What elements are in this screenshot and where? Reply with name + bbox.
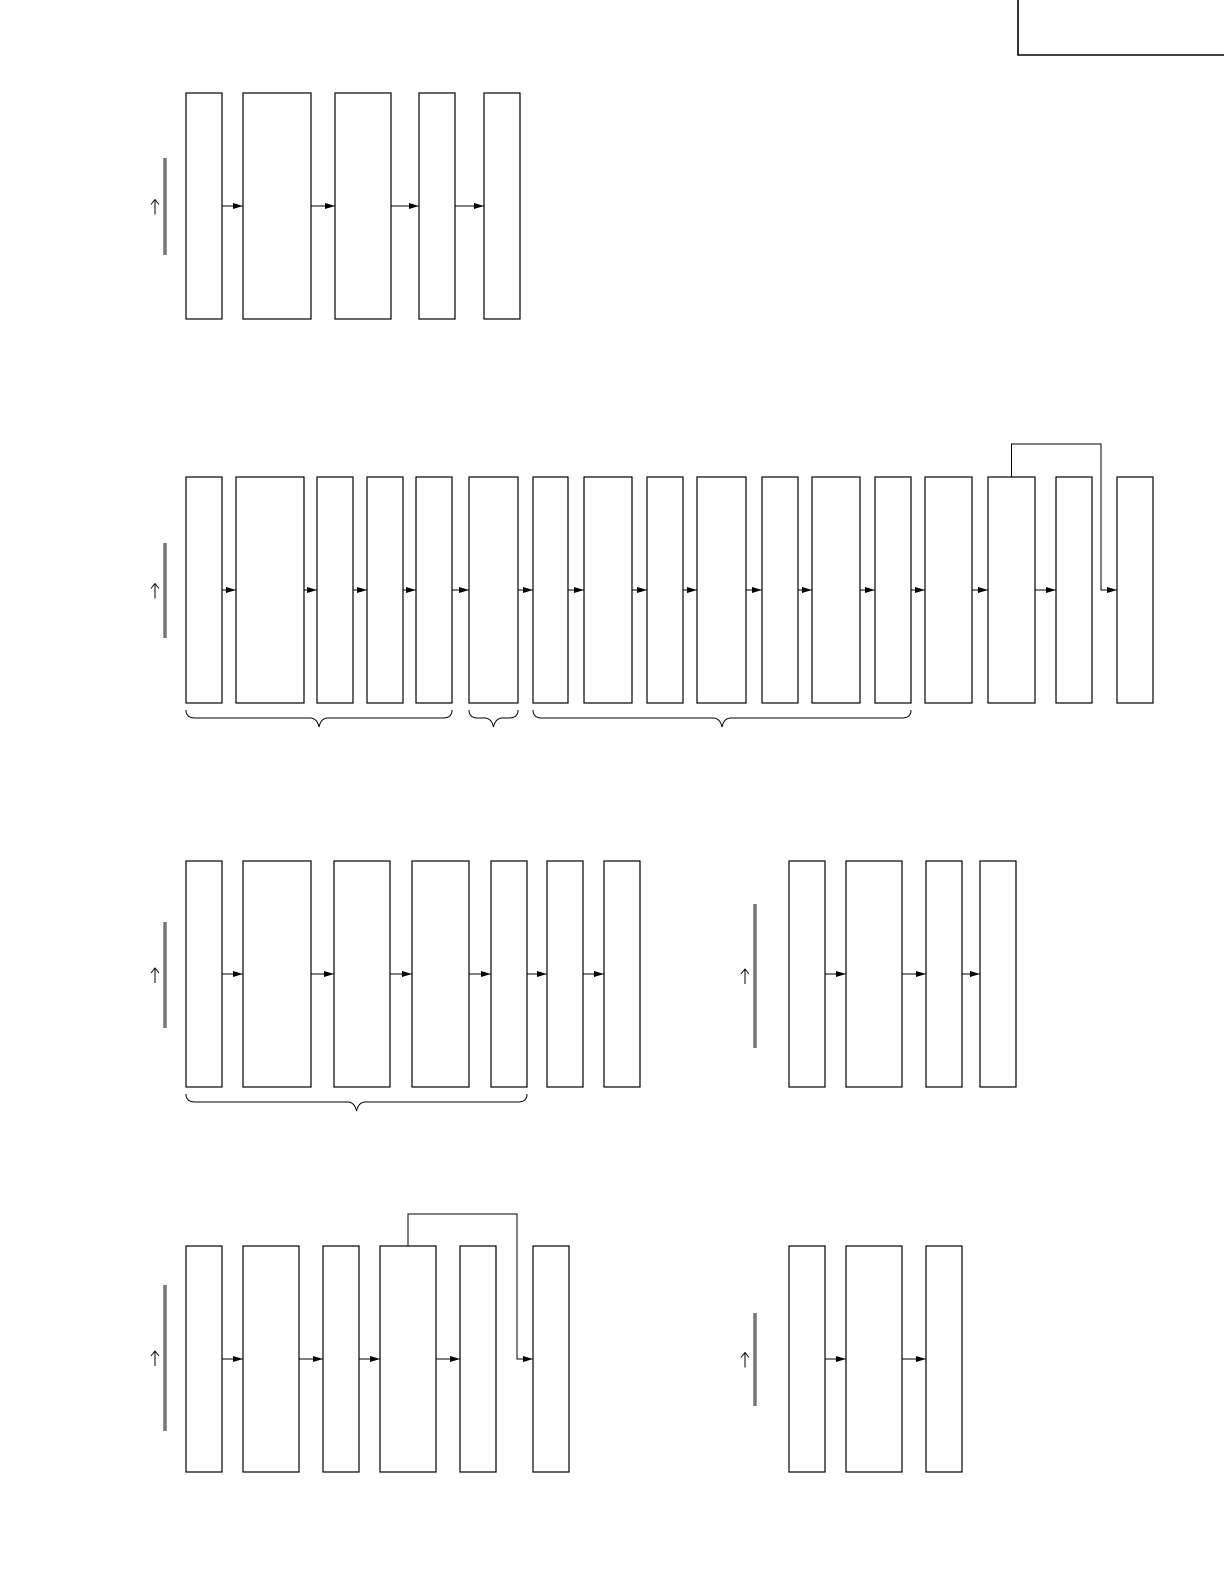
flow-box — [1117, 477, 1153, 703]
flow-box-rect — [317, 477, 353, 703]
flow-box-rect — [812, 477, 860, 703]
flow-box — [533, 477, 568, 703]
flow-box-rect — [469, 477, 518, 703]
flow-box — [584, 477, 632, 703]
flowchart-1 — [151, 93, 520, 319]
flow-box-rect — [1056, 477, 1092, 703]
flowchart-5 — [151, 1214, 569, 1472]
flow-box — [416, 477, 452, 703]
flow-box-rect — [926, 861, 962, 1087]
flow-box-rect — [846, 861, 902, 1087]
flow-box — [846, 861, 902, 1087]
flow-box — [335, 93, 391, 319]
group-brace — [469, 710, 518, 727]
flow-box — [323, 1246, 359, 1472]
flow-box — [186, 861, 222, 1087]
flow-box-rect — [925, 477, 972, 703]
flow-box-rect — [1117, 477, 1153, 703]
flow-box-rect — [335, 93, 391, 319]
flow-box-rect — [604, 861, 640, 1087]
flow-box-rect — [846, 1246, 902, 1472]
flow-box — [925, 477, 972, 703]
flow-box-rect — [243, 1246, 299, 1472]
up-arrow-icon — [151, 584, 159, 599]
flowchart-2 — [151, 444, 1153, 727]
flow-box — [926, 1246, 962, 1472]
flow-box-rect — [416, 477, 452, 703]
flow-box-rect — [988, 477, 1035, 703]
flow-box-rect — [789, 861, 825, 1087]
flow-box-rect — [380, 1246, 436, 1472]
group-brace — [533, 710, 911, 727]
flow-box — [243, 1246, 299, 1472]
flow-box — [697, 477, 746, 703]
flowchart-6 — [741, 1246, 962, 1472]
flowchart-3 — [151, 861, 640, 1111]
flow-box — [491, 861, 527, 1087]
flow-box — [926, 861, 962, 1087]
flow-box — [419, 93, 455, 319]
flow-box — [243, 93, 311, 319]
flow-box-rect — [647, 477, 683, 703]
flow-box — [380, 1246, 436, 1472]
flow-box-rect — [789, 1246, 825, 1472]
flow-box — [846, 1246, 902, 1472]
flow-box-rect — [334, 861, 390, 1087]
flow-box — [1056, 477, 1092, 703]
corner-frame — [1018, 0, 1224, 55]
flow-box — [186, 1246, 222, 1472]
up-arrow-icon — [151, 1351, 159, 1366]
flow-box-rect — [491, 861, 527, 1087]
flow-box-rect — [186, 477, 222, 703]
flow-box — [988, 477, 1035, 703]
flow-box — [317, 477, 353, 703]
flow-box-rect — [980, 861, 1016, 1087]
flow-box-rect — [186, 93, 222, 319]
flow-box — [533, 1246, 569, 1472]
flow-box-rect — [419, 93, 455, 319]
flow-box — [647, 477, 683, 703]
flow-box-rect — [533, 1246, 569, 1472]
flow-box — [412, 861, 469, 1087]
up-arrow-icon — [151, 200, 159, 215]
flow-box-rect — [875, 477, 911, 703]
flow-box — [243, 861, 311, 1087]
flow-box — [460, 1246, 496, 1472]
flow-box — [334, 861, 390, 1087]
flow-box — [469, 477, 518, 703]
flow-box — [875, 477, 911, 703]
flow-box — [762, 477, 798, 703]
flow-box-rect — [697, 477, 746, 703]
flow-box — [604, 861, 640, 1087]
up-arrow-icon — [741, 969, 749, 984]
flow-box — [789, 1246, 825, 1472]
flow-box-rect — [243, 861, 311, 1087]
flow-box-rect — [547, 861, 583, 1087]
flow-box-rect — [243, 93, 311, 319]
group-brace — [186, 710, 452, 727]
flow-box — [484, 93, 520, 319]
group-brace — [186, 1094, 527, 1111]
flow-box-rect — [323, 1246, 359, 1472]
flow-box-rect — [926, 1246, 962, 1472]
flow-box — [547, 861, 583, 1087]
flow-box — [236, 477, 304, 703]
flow-box-rect — [186, 1246, 222, 1472]
flow-box-rect — [367, 477, 403, 703]
flow-box-rect — [584, 477, 632, 703]
flow-box-rect — [412, 861, 469, 1087]
up-arrow-icon — [741, 1353, 749, 1368]
flow-box-rect — [533, 477, 568, 703]
flowchart-4 — [741, 861, 1016, 1087]
flow-box-rect — [762, 477, 798, 703]
flow-box-rect — [236, 477, 304, 703]
flow-box — [812, 477, 860, 703]
flow-box-rect — [460, 1246, 496, 1472]
flow-box — [789, 861, 825, 1087]
flow-box-rect — [484, 93, 520, 319]
flow-box — [980, 861, 1016, 1087]
flow-box — [186, 93, 222, 319]
flow-box — [186, 477, 222, 703]
up-arrow-icon — [151, 968, 159, 983]
flow-box-rect — [186, 861, 222, 1087]
flow-box — [367, 477, 403, 703]
